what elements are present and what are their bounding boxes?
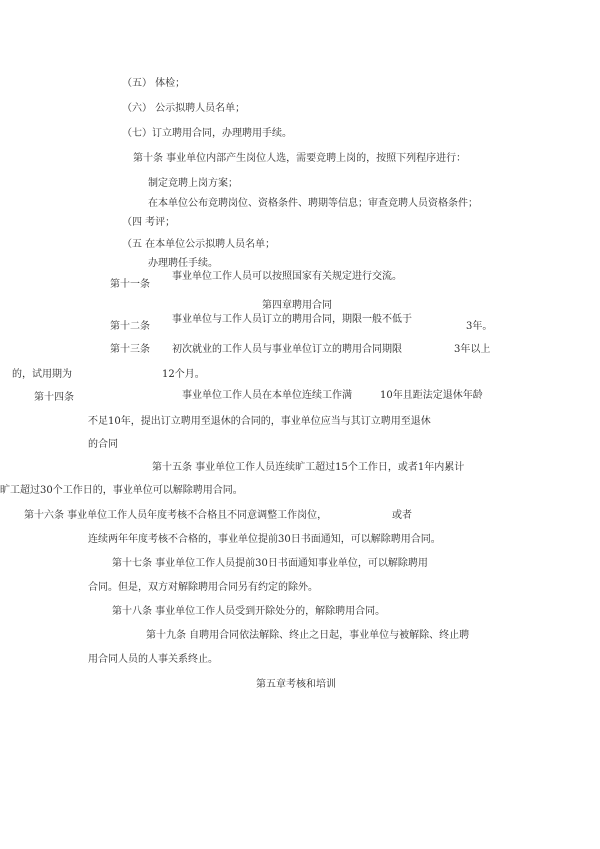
article-19-continued: 用合同人员的人事关系终止。	[88, 654, 218, 665]
article-14-label: 第十四条	[34, 392, 74, 403]
article-13-text: 初次就业的工作人员与事业单位订立的聘用合同期限	[172, 344, 402, 355]
article-15: 第十五条 事业单位工作人员连续旷工超过15个工作日，或者1年内累计	[152, 462, 465, 473]
article-12-label: 第十二条	[110, 321, 150, 332]
article-11-label: 第十一条	[110, 279, 150, 290]
article-13-probation-label: 的，试用期为	[12, 369, 72, 380]
article-13-term: 3年以上	[454, 344, 491, 355]
article-10-step-plan: 制定竞聘上岗方案；	[148, 178, 238, 189]
article-10-step-evaluate: （四 考评；	[122, 217, 176, 228]
article-16-or: 或者	[392, 510, 412, 521]
item-sign-contract: （七）订立聘用合同，办理聘用手续。	[122, 128, 292, 139]
article-14-end: 的合同	[88, 439, 118, 450]
article-12-text: 事业单位与工作人员订立的聘用合同，期限一般不低于	[172, 314, 412, 325]
article-18: 第十八条 事业单位工作人员受到开除处分的，解除聘用合同。	[112, 606, 386, 617]
article-10: 第十条 事业单位内部产生岗位人选，需要竞聘上岗的，按照下列程序进行：	[133, 153, 467, 164]
article-10-step-publicize: （五 在本单位公示拟聘人员名单；	[122, 239, 276, 250]
article-13-probation-value: 12个月。	[162, 369, 205, 380]
article-19: 第十九条 自聘用合同依法解除、终止之日起，事业单位与被解除、终止聘	[146, 630, 470, 641]
article-15-continued: 旷工超过30个工作日的，事业单位可以解除聘用合同。	[0, 485, 243, 496]
article-16: 第十六条 事业单位工作人员年度考核不合格且不同意调整工作岗位，	[24, 510, 328, 521]
article-13-label: 第十三条	[110, 344, 150, 355]
article-10-step-appoint: 办理聘任手续。	[148, 258, 218, 269]
article-14-text: 事业单位工作人员在本单位连续工作满	[182, 390, 352, 401]
article-11-text: 事业单位工作人员可以按照国家有关规定进行交流。	[172, 271, 402, 282]
article-10-step-publish: 在本单位公布竞聘岗位、资格条件、聘期等信息；审查竞聘人员资格条件；	[148, 198, 478, 209]
article-17: 第十七条 事业单位工作人员提前30日书面通知事业单位，可以解除聘用	[112, 558, 428, 569]
article-17-continued: 合同。但是，双方对解除聘用合同另有约定的除外。	[88, 582, 318, 593]
chapter-5-heading: 第五章考核和培训	[256, 679, 336, 690]
item-publicize-candidates: （六） 公示拟聘人员名单；	[122, 103, 246, 114]
chapter-4-heading: 第四章聘用合同	[262, 300, 332, 311]
article-14-continued: 不足10年，提出订立聘用至退休的合同的，事业单位应当与其订立聘用至退休	[88, 416, 431, 427]
article-16-continued: 连续两年年度考核不合格的，事业单位提前30日书面通知，可以解除聘用合同。	[88, 534, 441, 545]
item-physical-exam: （五） 体检；	[122, 78, 186, 89]
article-12-term: 3年。	[466, 321, 493, 332]
article-14-years: 10年且距法定退休年龄	[380, 390, 483, 401]
